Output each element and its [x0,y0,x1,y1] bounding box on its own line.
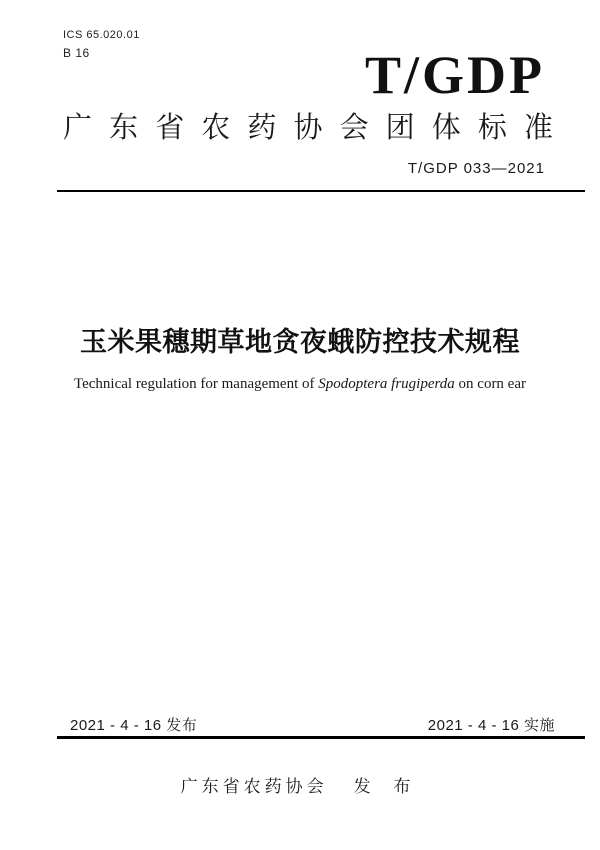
series-title-char: 团 [385,112,415,144]
footer-rule [57,736,585,739]
series-title-char: 会 [339,112,369,144]
document-title-cn: 玉米果穗期草地贪夜蛾防控技术规程 [80,327,520,357]
series-title-char: 协 [293,112,323,144]
title-en-suffix: on corn ear [454,376,526,392]
implement-date: 2021 - 4 - 16 实施 [427,717,555,734]
series-title-char: 标 [477,112,507,144]
title-en-prefix: Technical regulation for management of [73,376,319,392]
date-row [70,714,555,735]
ics-code: ICS 65.020.01 [63,29,140,41]
publisher-row [0,772,600,797]
series-title-char: 体 [431,112,461,144]
series-title-char: 广 [63,112,93,144]
issue-date: 2021 - 4 - 16 发布 [70,717,198,734]
series-title-char: 农 [201,112,231,144]
publisher-name: 广东省农药协会 [180,777,328,796]
ics-classification-block [63,26,140,62]
series-title-char: 药 [247,112,277,144]
series-title-char: 准 [523,112,553,144]
standard-body-logo: T/GDP [364,45,545,105]
document-title-en [0,376,600,393]
series-title [63,112,553,145]
publish-action-label: 发 布 [353,777,420,796]
standard-number: T/GDP 033—2021 [407,160,545,177]
title-en-species-name: Spodoptera frugiperda [318,376,455,392]
series-title-char: 东 [109,112,139,144]
header-rule [57,190,585,192]
series-title-char: 省 [155,112,185,144]
doc-class-code: B 16 [63,46,90,60]
